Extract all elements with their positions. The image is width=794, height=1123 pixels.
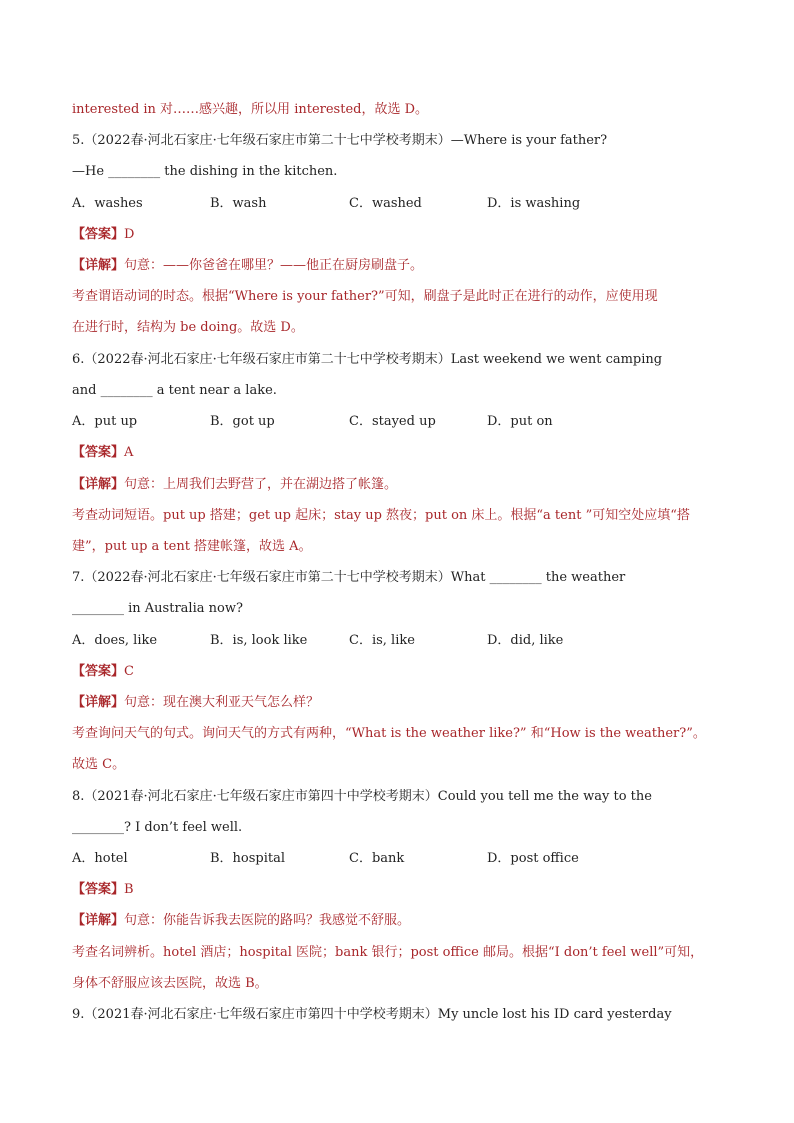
question-stem-line2: —He ________ the dishing in the kitchen.: [72, 164, 338, 179]
question-stem-line2: and ________ a tent near a lake.: [72, 383, 277, 398]
answer-line: [72, 663, 134, 681]
answer-value: C: [124, 664, 134, 679]
detail-text: 句意：上周我们去野营了，并在湖边搭了帐篷。: [124, 477, 398, 492]
option-c: C．is, like: [349, 633, 415, 648]
detail-label: 【详解】: [72, 258, 125, 273]
question-stem-line2: ________ in Australia now?: [72, 601, 243, 616]
detail-line1: [72, 912, 410, 930]
detail-label: 【详解】: [72, 913, 125, 928]
detail-line1: [72, 476, 397, 494]
detail-text: 句意：——你爸爸在哪里？——他正在厨房刷盘子。: [124, 258, 424, 273]
answer-label: 【答案】: [72, 227, 125, 242]
option-c: C．stayed up: [349, 414, 436, 429]
answer-value: A: [124, 445, 134, 460]
option-a: A．washes: [72, 196, 143, 211]
answer-label: 【答案】: [72, 882, 125, 897]
option-b: B．got up: [210, 414, 275, 429]
detail-line3: 身体不舒服应该去医院，故选 B。: [72, 976, 268, 991]
detail-line2: 考查询问天气的句式。询问天气的方式有两种，“What is the weather like?” 和“How is the weather?”。: [72, 726, 706, 741]
question-stem-line1: 9.（2021春·河北石家庄·七年级石家庄市第四十中学校考期末）My uncle lost his ID card yesterday: [72, 1007, 672, 1022]
answer-value: B: [124, 882, 134, 897]
detail-line3: 在进行时，结构为 be doing。故选 D。: [72, 320, 304, 335]
option-b: B．hospital: [210, 851, 286, 866]
answer-label: 【答案】: [72, 445, 125, 460]
detail-line2: 考查动词短语。put up 搭建；get up 起床；stay up 熬夜；put on 床上。根据“a tent ”可知空处应填“搭: [72, 508, 690, 523]
detail-line1: [72, 257, 423, 275]
option-c: C．bank: [349, 851, 405, 866]
option-b: B．wash: [210, 196, 267, 211]
option-d: D．did, like: [487, 633, 564, 648]
detail-line2: 考查名词辨析。hotel 酒店；hospital 医院；bank 银行；post office 邮局。根据“I don’t feel well”可知，: [72, 945, 704, 960]
option-a: A．put up: [72, 414, 138, 429]
detail-line1: [72, 694, 319, 712]
answer-line: [72, 881, 134, 899]
option-c: C．washed: [349, 196, 422, 211]
question-stem-line2: ________? I don’t feel well.: [72, 820, 243, 835]
answer-line: [72, 226, 134, 244]
detail-line3: 故选 C。: [72, 757, 126, 772]
option-d: D．is washing: [487, 196, 581, 211]
question-stem-line1: 7.（2022春·河北石家庄·七年级石家庄市第二十七中学校考期末）What ________ the weather: [72, 570, 626, 585]
option-d: D．post office: [487, 851, 579, 866]
previous-explanation-tail: interested in 对……感兴趣，所以用 interested，故选 D。: [72, 102, 429, 117]
option-b: B．is, look like: [210, 633, 308, 648]
option-a: A．hotel: [72, 851, 128, 866]
answer-value: D: [124, 227, 135, 242]
question-stem-line1: 6.（2022春·河北石家庄·七年级石家庄市第二十七中学校考期末）Last weekend we went camping: [72, 352, 663, 367]
detail-line2: 考查谓语动词的时态。根据“Where is your father?”可知，刷盘子是此时正在进行的动作，应使用现: [72, 289, 658, 304]
question-stem-line1: 8.（2021春·河北石家庄·七年级石家庄市第四十中学校考期末）Could you tell me the way to the: [72, 789, 652, 804]
detail-line3: 建”，put up a tent 搭建帐篷，故选 A。: [72, 539, 312, 554]
detail-label: 【详解】: [72, 695, 125, 710]
option-d: D．put on: [487, 414, 553, 429]
detail-label: 【详解】: [72, 477, 125, 492]
answer-line: [72, 444, 133, 462]
question-stem-line1: 5.（2022春·河北石家庄·七年级石家庄市第二十七中学校考期末）—Where is your father?: [72, 133, 608, 148]
detail-text: 句意：你能告诉我去医院的路吗？我感觉不舒服。: [124, 913, 411, 928]
detail-text: 句意：现在澳大利亚天气怎么样？: [124, 695, 320, 710]
option-a: A．does, like: [72, 633, 158, 648]
answer-label: 【答案】: [72, 664, 125, 679]
